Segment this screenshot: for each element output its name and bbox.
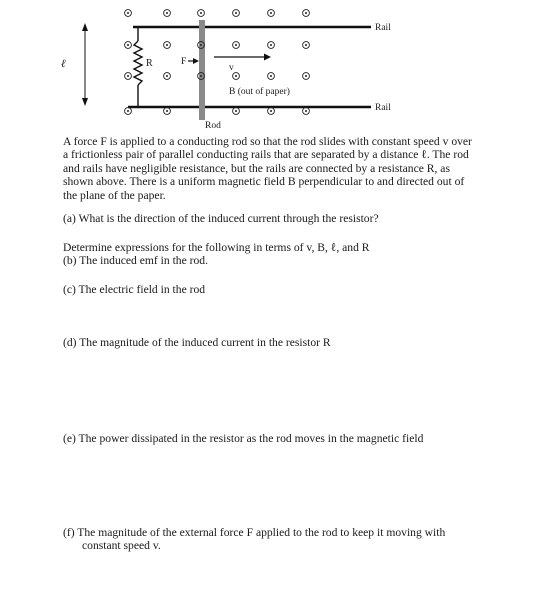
question-f-line: constant speed v.	[82, 539, 161, 553]
rod-label: Rod	[205, 121, 221, 131]
question-a: (a) What is the direction of the induced current through the resistor?	[63, 212, 379, 225]
force-arrowhead-icon	[193, 58, 199, 64]
rail-top-label: Rail	[375, 23, 391, 33]
separation-arrow	[82, 23, 88, 106]
separation-label: ℓ	[61, 58, 66, 70]
out-of-page-dot-icon	[268, 10, 275, 17]
force-label: F	[181, 57, 187, 67]
problem-line: A force F is applied to a conducting rod so that the rod slides with constant speed v over	[63, 135, 472, 148]
out-of-page-dot-icon	[303, 10, 310, 17]
out-of-page-dot-icon	[233, 10, 240, 17]
field-dots-bottom-row	[125, 108, 310, 115]
out-of-page-dot-icon	[125, 108, 132, 115]
out-of-page-dot-icon	[198, 10, 205, 17]
velocity-arrowhead-icon	[264, 54, 271, 61]
question-e: (e) The power dissipated in the resistor as the rod moves in the magnetic field	[63, 432, 424, 445]
out-of-page-dot-icon	[233, 108, 240, 115]
conducting-rod	[199, 20, 205, 120]
resistor-zigzag-icon	[134, 41, 142, 85]
question-c: (c) The electric field in the rod	[63, 283, 206, 296]
out-of-page-dot-icon	[303, 73, 310, 80]
out-of-page-dot-icon	[303, 42, 310, 49]
field-dots-row-3	[125, 73, 310, 80]
out-of-page-dot-icon	[303, 108, 310, 115]
left-wire	[133, 27, 138, 41]
problem-statement	[63, 135, 491, 202]
problem-line: the plane of the paper.	[63, 188, 166, 202]
out-of-page-dot-icon	[268, 108, 275, 115]
out-of-page-dot-icon	[125, 42, 132, 49]
question-b: (b) The induced emf in the rod.	[63, 254, 208, 267]
field-dots-row-2	[125, 42, 310, 49]
problem-line: a frictionless pair of parallel conducting rails that are separated by a distance ℓ. The rod	[63, 148, 469, 162]
instructions-text: Determine expressions for the following in terms of v, B, ℓ, and R	[63, 241, 370, 254]
field-label: B (out of paper)	[229, 87, 290, 97]
problem-line: and rails have negligible resistance, but the rails are connected by a resistance R, as	[63, 161, 450, 175]
velocity-label: v	[229, 63, 234, 73]
field-dots-top-row	[125, 10, 310, 17]
out-of-page-dot-icon	[233, 73, 240, 80]
out-of-page-dot-icon	[164, 108, 171, 115]
out-of-page-dot-icon	[164, 10, 171, 17]
question-f-line: (f) The magnitude of the external force F applied to the rod to keep it moving with	[63, 526, 446, 539]
out-of-page-dot-icon	[268, 42, 275, 49]
out-of-page-dot-icon	[125, 73, 132, 80]
rod-on-rails-figure	[0, 0, 546, 140]
out-of-page-dot-icon	[125, 10, 132, 17]
resistor-label: R	[146, 58, 153, 69]
out-of-page-dot-icon	[164, 73, 171, 80]
out-of-page-dot-icon	[268, 73, 275, 80]
out-of-page-dot-icon	[233, 42, 240, 49]
rail-bottom-label: Rail	[375, 103, 391, 113]
question-f	[63, 526, 503, 553]
out-of-page-dot-icon	[164, 42, 171, 49]
problem-line: shown above. There is a uniform magnetic field B perpendicular to and directed out of	[63, 175, 465, 189]
question-d: (d) The magnitude of the induced current in the resistor R	[63, 336, 331, 349]
